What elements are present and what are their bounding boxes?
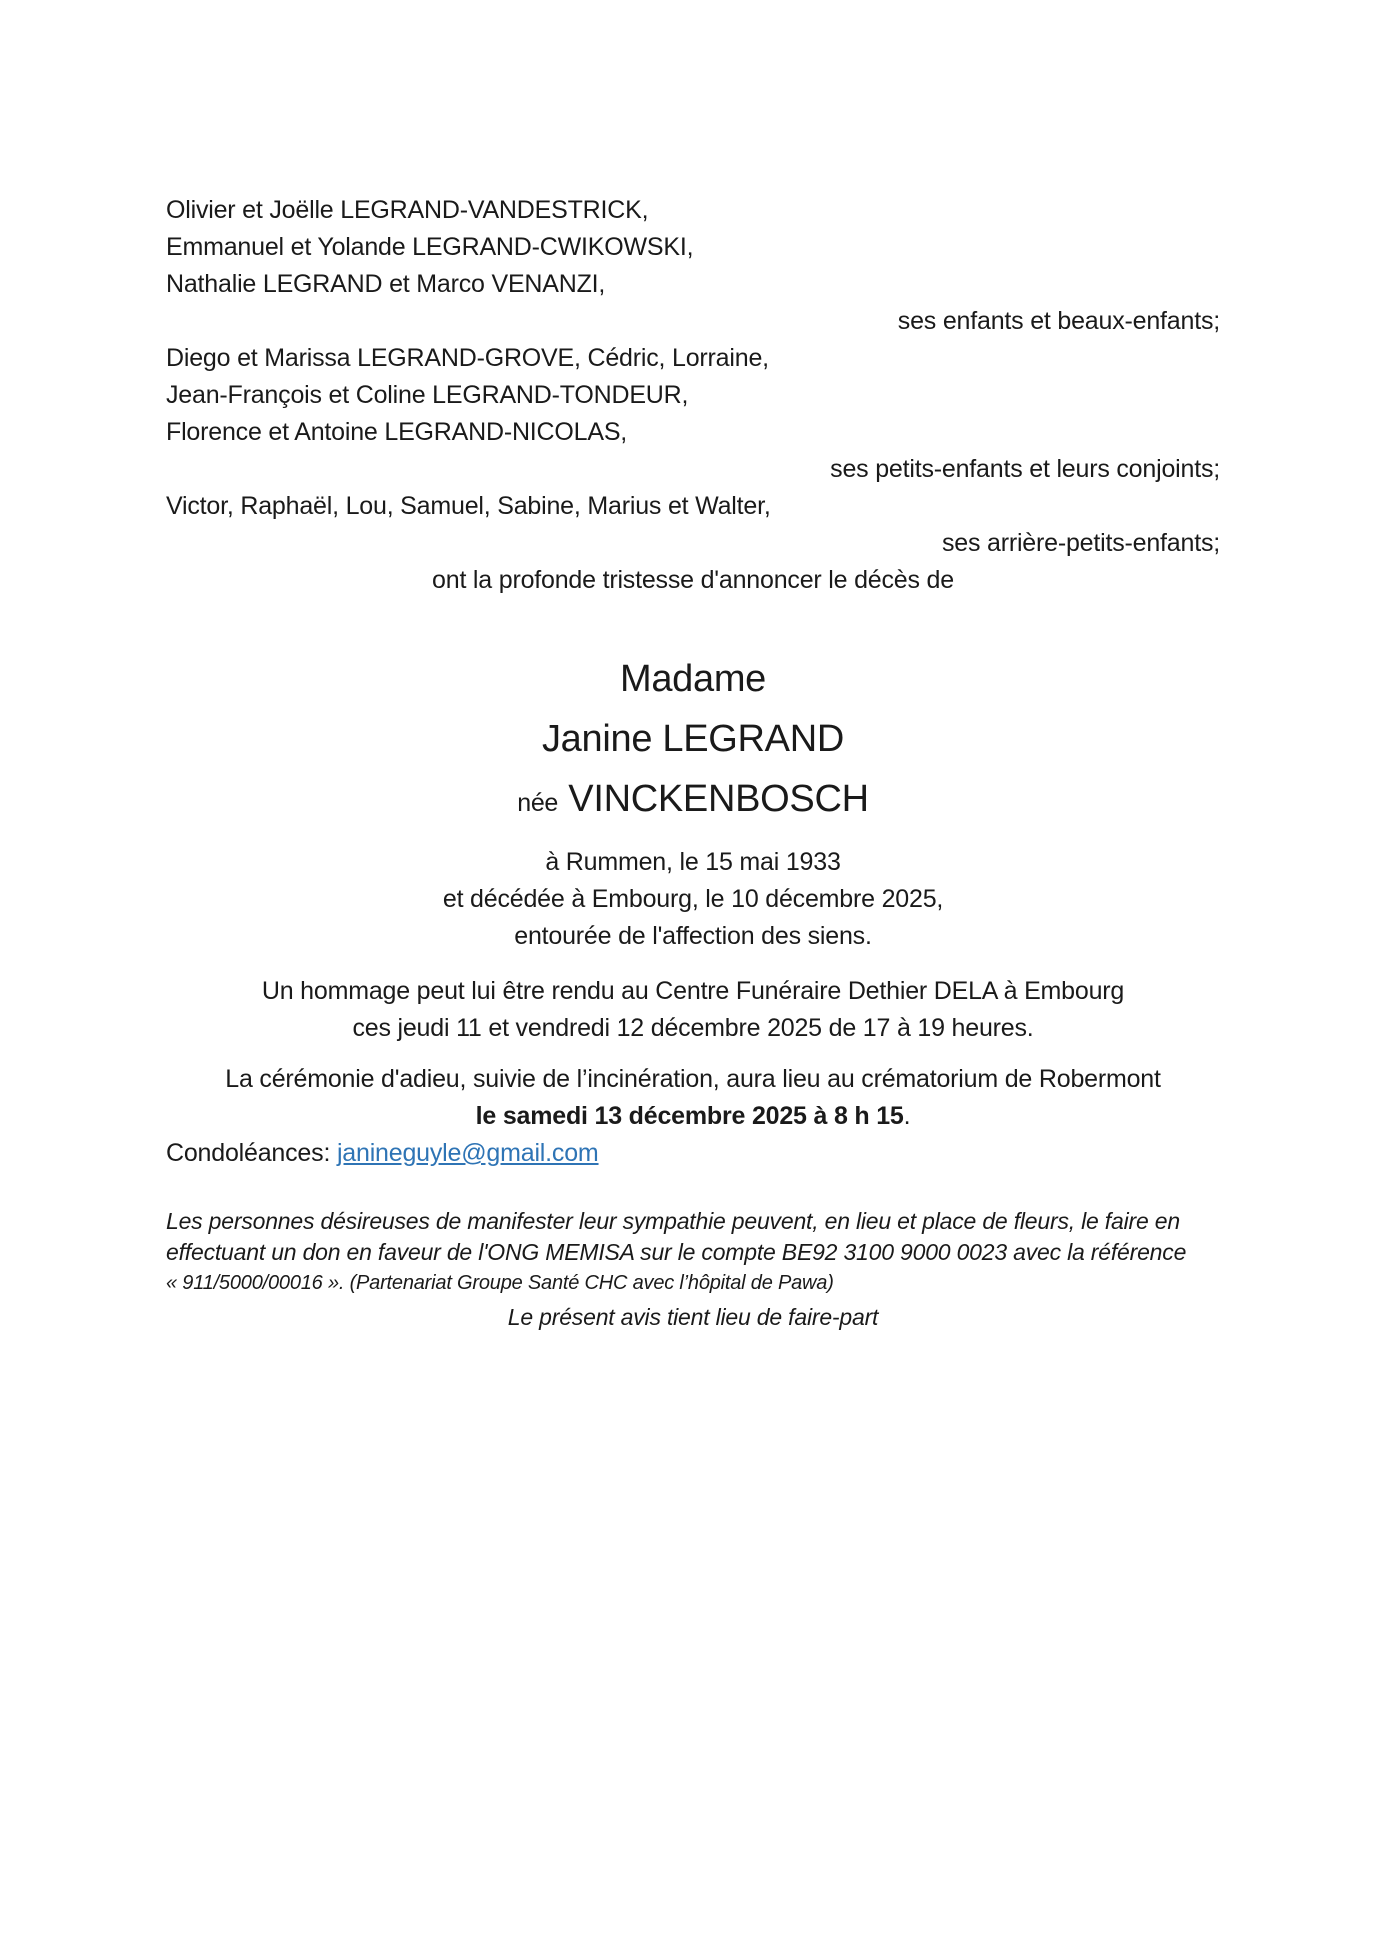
surrounded-line: entourée de l'affection des siens. xyxy=(514,922,872,950)
children-names-line: Nathalie LEGRAND et Marco VENANZI, xyxy=(166,270,606,298)
maiden-name: VINCKENBOSCH xyxy=(568,778,869,820)
grandchildren-names-line: Diego et Marissa LEGRAND-GROVE, Cédric, Lorraine, xyxy=(166,344,769,372)
tribute-block xyxy=(166,973,1220,1047)
deceased-name-block xyxy=(166,649,1220,833)
donation-paragraph xyxy=(166,1206,1220,1299)
ceremony-line: La cérémonie d'adieu, suivie de l’incinération, aura lieu au crématorium de Robermont xyxy=(225,1065,1161,1093)
donation-line: Les personnes désireuses de manifester leur sympathie peuvent, en lieu et place de fleurs, le faire en xyxy=(166,1208,1180,1234)
condolences-label: Condoléances: xyxy=(166,1139,331,1167)
condolences-line xyxy=(166,1135,1220,1172)
condolences-email-link[interactable]: janineguyle@gmail.com xyxy=(336,1139,599,1167)
grandchildren-role-label: ses petits-enfants et leurs conjoints; xyxy=(830,455,1220,483)
ceremony-date-line xyxy=(166,1098,1220,1135)
donation-reference-line: « 911/5000/00016 ». (Partenariat Groupe Santé CHC avec l’hôpital de Pawa) xyxy=(166,1272,834,1294)
children-role-label: ses enfants et beaux-enfants; xyxy=(897,307,1220,335)
tribute-place-line: Un hommage peut lui être rendu au Centre Funéraire Dethier DELA à Embourg xyxy=(261,977,1125,1005)
deceased-maiden-name-line xyxy=(166,769,1220,833)
great-grandchildren-names-line: Victor, Raphaël, Lou, Samuel, Sabine, Marius et Walter, xyxy=(166,492,771,520)
birth-line: à Rummen, le 15 mai 1933 xyxy=(545,848,841,876)
donation-line: effectuant un don en faveur de l'ONG MEMISA sur le compte BE92 3100 9000 0023 avec la référence xyxy=(166,1239,1187,1265)
deceased-name: Janine LEGRAND xyxy=(541,718,845,760)
ceremony-date-period: . xyxy=(903,1102,911,1130)
faire-part-notice: Le présent avis tient lieu de faire-part xyxy=(507,1304,879,1330)
nee-label: née xyxy=(517,789,559,817)
children-names-line: Emmanuel et Yolande LEGRAND-CWIKOWSKI, xyxy=(166,233,694,261)
tribute-dates-line: ces jeudi 11 et vendredi 12 décembre 2025 de 17 à 19 heures. xyxy=(352,1014,1034,1042)
ceremony-block xyxy=(166,1061,1220,1135)
grandchildren-names-line: Jean-François et Coline LEGRAND-TONDEUR, xyxy=(166,381,689,409)
children-names-line: Olivier et Joëlle LEGRAND-VANDESTRICK, xyxy=(166,196,649,224)
ceremony-date: le samedi 13 décembre 2025 à 8 h 15 xyxy=(475,1102,904,1130)
death-line: et décédée à Embourg, le 10 décembre 2025, xyxy=(442,885,944,913)
life-dates-block xyxy=(166,844,1220,955)
great-grandchildren-role-label: ses arrière-petits-enfants; xyxy=(941,529,1220,557)
grandchildren-names-line: Florence et Antoine LEGRAND-NICOLAS, xyxy=(166,418,628,446)
obituary-content xyxy=(166,0,1220,1336)
deceased-title: Madame xyxy=(619,658,767,700)
announcement-intro: ont la profonde tristesse d'annoncer le décès de xyxy=(432,566,954,594)
